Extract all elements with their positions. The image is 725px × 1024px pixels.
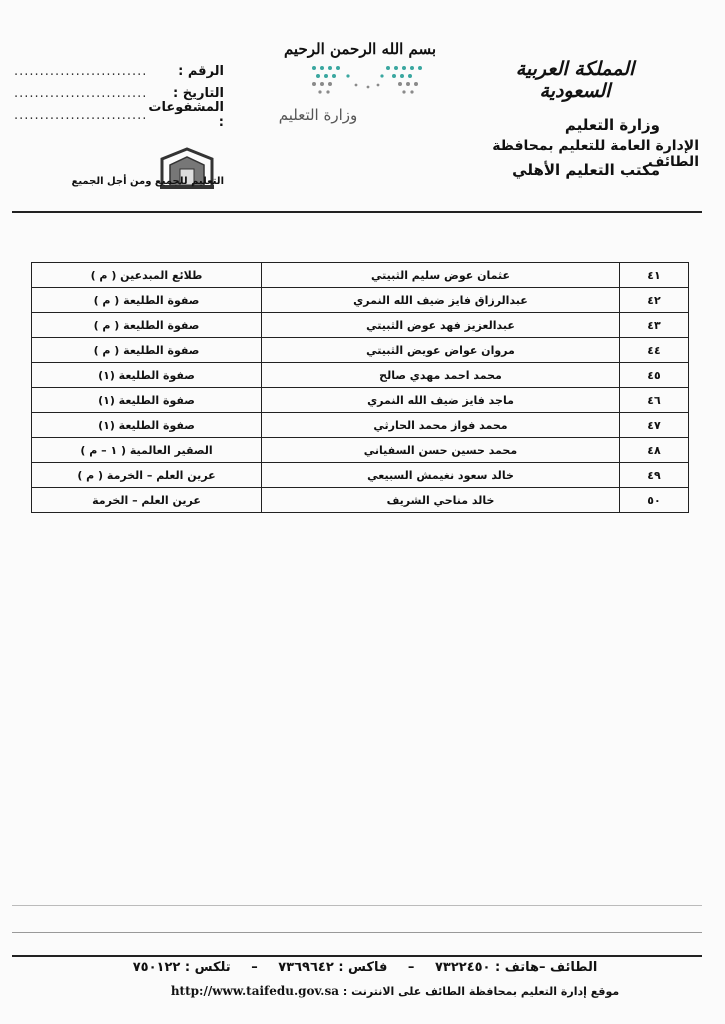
row-number: ٤٩ [620,463,689,488]
school-name: صفوة الطليعة (١) [32,388,262,413]
table-row [32,288,689,313]
table-row [32,463,689,488]
website-line [140,984,650,998]
row-number: ٤١ [620,263,689,288]
separator: – [407,960,415,975]
row-number: ٤٢ [620,288,689,313]
field-blank: .......................... [14,85,148,101]
field-blank: .......................... [14,107,148,123]
directorate-title: الإدارة العامة للتعليم بمحافظة الطائف [492,138,699,170]
school-name: الصقير العالمية ( ١ – م ) [32,438,262,463]
school-name: طلائع المبدعين ( م ) [32,263,262,288]
row-number: ٤٥ [620,363,689,388]
school-name: صفوة الطليعة ( م ) [32,288,262,313]
fax: فاكس : ٧٣٦٩٦٤٢ [278,960,388,975]
school-name: عرين العلم – الخرمة ( م ) [32,463,262,488]
student-name: ماجد فايز ضيف الله النمري [262,388,620,413]
table-row [32,263,689,288]
table-row [32,313,689,338]
school-name: صفوة الطليعة (١) [32,413,262,438]
field-label: التاريخ : [173,85,224,101]
telex: تلكس : ٧٥٠١٢٢ [132,960,231,975]
student-name: خالد سعود نغيمش السبيعي [262,463,620,488]
contact-line [70,960,660,975]
footer-divider [12,905,702,906]
footer-divider [12,955,702,957]
student-name: محمد فواز محمد الحارثي [262,413,620,438]
student-name: مروان عواض عويض الثبيتي [262,338,620,363]
city-phone: الطائف –هاتف : ٧٣٢٢٤٥٠ [434,960,598,975]
ministry-title: وزارة التعليم [564,116,660,134]
field-label: المشفوعات : [148,100,224,130]
row-number: ٥٠ [620,488,689,513]
school-name: صفوة الطليعة ( م ) [32,338,262,363]
student-name: عثمان عوض سليم الثبيتي [262,263,620,288]
student-name: عبدالرزاق فايز ضيف الله النمري [262,288,620,313]
moe-dots-logo-icon [308,63,428,95]
student-name: محمد حسين حسن السفياني [262,438,620,463]
row-number: ٤٣ [620,313,689,338]
table-row [32,488,689,513]
row-number: ٤٦ [620,388,689,413]
table-row [32,338,689,363]
table-row [32,413,689,438]
school-name: عرين العلم – الخرمة [32,488,262,513]
website-url[interactable]: http://www.taifedu.gov.sa [170,984,340,998]
field-number [14,60,224,82]
moe-logo-text: وزارة التعليم [278,106,358,124]
basmala: بسم الله الرحمن الرحيم [283,40,437,58]
separator: – [251,960,258,975]
student-name: خالد مناحي الشريف [262,488,620,513]
field-attachments [14,100,224,130]
table-row [32,363,689,388]
office-title: مكتب التعليم الأهلي [512,161,660,179]
motto: التعليم للجميع ومن أجل الجميع [71,176,224,187]
row-number: ٤٤ [620,338,689,363]
header-divider [12,211,702,213]
website-label: موقع إدارة التعليم بمحافظة الطائف على الانترنت : [342,985,620,998]
student-name: محمد احمد مهدي صالح [262,363,620,388]
school-name: صفوة الطليعة (١) [32,363,262,388]
students-table [31,262,689,513]
field-label: الرقم : [178,63,224,79]
field-blank: .......................... [14,63,148,79]
kingdom-title: المملكة العربية السعودية [515,58,635,102]
school-name: صفوة الطليعة ( م ) [32,313,262,338]
row-number: ٤٧ [620,413,689,438]
student-name: عبدالعزيز فهد عوض الثبيتي [262,313,620,338]
table-row [32,438,689,463]
row-number: ٤٨ [620,438,689,463]
footer-divider [12,932,702,933]
reference-fields [14,60,224,130]
table-row [32,388,689,413]
